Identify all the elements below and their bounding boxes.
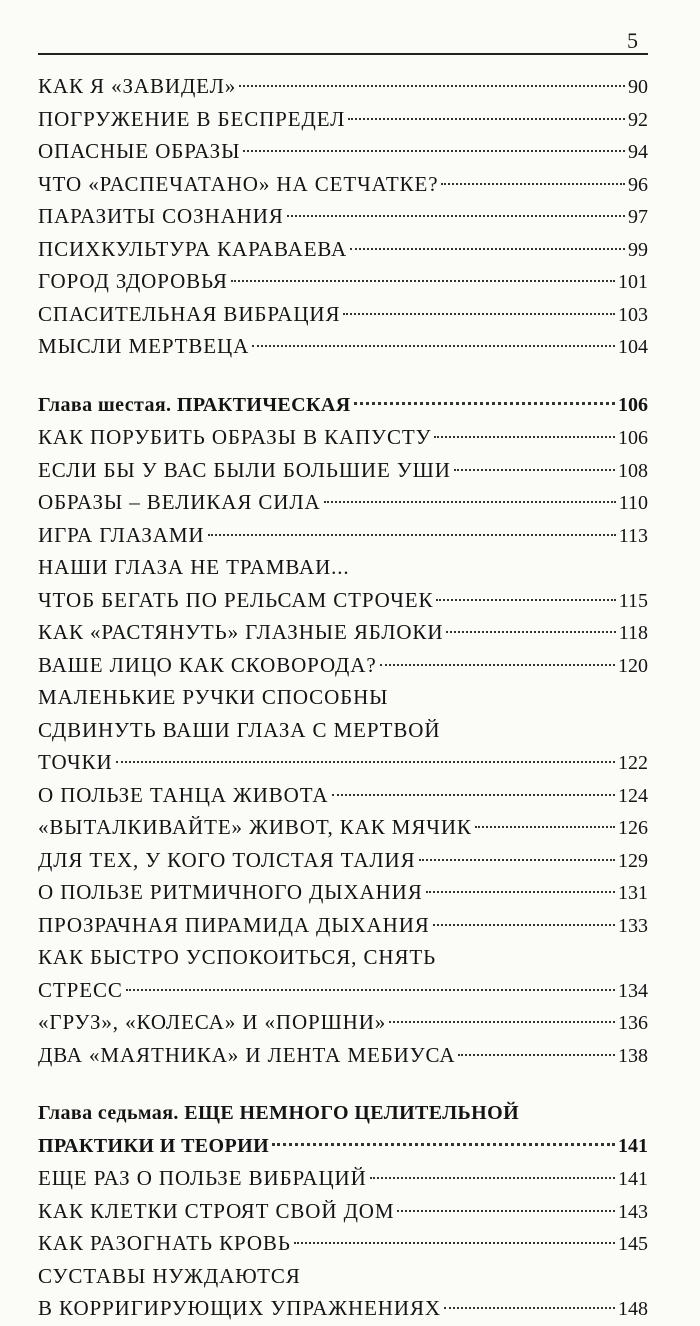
dot-leader <box>433 924 615 926</box>
dot-leader <box>116 761 615 763</box>
dot-leader <box>252 345 615 347</box>
dot-leader <box>354 402 615 405</box>
chapter-prefix: Глава шестая. <box>38 393 172 416</box>
page-ref: 134 <box>618 979 648 1002</box>
toc-entry[interactable]: КАК ПОРУБИТЬ ОБРАЗЫ В КАПУСТУ 106 <box>38 421 648 454</box>
toc-entry[interactable]: ЧТОБ БЕГАТЬ ПО РЕЛЬСАМ СТРОЧЕК 115 <box>38 584 648 617</box>
toc-entry[interactable]: ВАШЕ ЛИЦО КАК СКОВОРОДА? 120 <box>38 649 648 682</box>
page-ref: 90 <box>628 76 648 98</box>
toc-entry[interactable]: ЧТО «РАСПЕЧАТАНО» НА СЕТЧАТКЕ? 96 <box>38 168 648 201</box>
dot-leader <box>446 631 615 633</box>
chapter-heading[interactable] <box>38 389 648 422</box>
toc-entry[interactable]: ДЛЯ ТЕХ, У КОГО ТОЛСТАЯ ТАЛИЯ 129 <box>38 844 648 877</box>
toc-entry[interactable]: ОПАСНЫЕ ОБРАЗЫ 94 <box>38 135 648 168</box>
dot-leader <box>208 534 616 536</box>
page-number: 5 <box>627 28 638 53</box>
page-ref: 99 <box>628 238 648 261</box>
toc-entry[interactable]: ПСИХКУЛЬТУРА КАРАВАЕВА 99 <box>38 233 648 266</box>
page-ref: 110 <box>618 492 648 514</box>
chapter-heading[interactable] <box>38 1130 648 1163</box>
header-rule <box>38 53 648 55</box>
dot-leader <box>294 1242 615 1244</box>
table-of-contents <box>38 70 648 1325</box>
toc-group-previous <box>38 70 648 363</box>
toc-entry[interactable]: СПАСИТЕЛЬНАЯ ВИБРАЦИЯ 103 <box>38 298 648 331</box>
page-ref: 94 <box>628 141 648 163</box>
toc-entry[interactable]: ДВА «МАЯТНИКА» И ЛЕНТА МЕБИУСА 138 <box>38 1039 648 1072</box>
dot-leader <box>350 248 625 250</box>
dot-leader <box>239 85 625 87</box>
dot-leader <box>231 280 615 282</box>
page-ref: 120 <box>618 654 648 677</box>
dot-leader <box>397 1210 615 1212</box>
chapter-seven <box>38 1097 648 1325</box>
page-ref: 141 <box>618 1134 648 1157</box>
page-ref: 124 <box>618 784 648 807</box>
page-ref: 136 <box>618 1012 648 1034</box>
dot-leader <box>475 826 615 828</box>
page-ref: 148 <box>618 1298 648 1320</box>
toc-entry-line[interactable]: НАШИ ГЛАЗА НЕ ТРАМВАИ... <box>38 555 350 579</box>
chapter-title-continued: ПРАКТИКИ И ТЕОРИИ <box>38 1134 270 1157</box>
dot-leader <box>287 215 625 217</box>
page-ref: 103 <box>618 303 648 326</box>
page-ref: 101 <box>618 271 648 293</box>
dot-leader <box>370 1177 615 1179</box>
dot-leader <box>419 859 615 861</box>
dot-leader <box>243 150 625 152</box>
dot-leader <box>426 891 615 893</box>
dot-leader <box>436 599 615 601</box>
toc-entry[interactable]: СТРЕСС 134 <box>38 974 648 1007</box>
toc-entry[interactable]: КАК КЛЕТКИ СТРОЯТ СВОЙ ДОМ 143 <box>38 1195 648 1228</box>
toc-entry[interactable]: ГОРОД ЗДОРОВЬЯ 101 <box>38 265 648 298</box>
toc-entry[interactable]: «ВЫТАЛКИВАЙТЕ» ЖИВОТ, КАК МЯЧИК 126 <box>38 811 648 844</box>
dot-leader <box>458 1054 615 1056</box>
page-ref: 145 <box>618 1233 648 1255</box>
toc-entry[interactable]: «ГРУЗ», «КОЛЕСА» И «ПОРШНИ» 136 <box>38 1006 648 1039</box>
toc-entry[interactable]: ТОЧКИ 122 <box>38 746 648 779</box>
page-ref: 113 <box>618 524 648 547</box>
page-ref: 106 <box>618 393 648 416</box>
page-ref: 122 <box>618 752 648 774</box>
toc-entry[interactable]: ОБРАЗЫ – ВЕЛИКАЯ СИЛА 110 <box>38 486 648 519</box>
chapter-six <box>38 389 648 1072</box>
toc-entry[interactable]: КАК «РАСТЯНУТЬ» ГЛАЗНЫЕ ЯБЛОКИ 118 <box>38 616 648 649</box>
page-ref: 131 <box>618 882 648 904</box>
toc-entry[interactable]: ПРОЗРАЧНАЯ ПИРАМИДА ДЫХАНИЯ 133 <box>38 909 648 942</box>
page-ref: 97 <box>628 206 648 228</box>
page-ref: 104 <box>618 336 648 358</box>
page-ref: 115 <box>618 589 648 612</box>
dot-leader <box>348 118 625 120</box>
dot-leader <box>434 436 615 438</box>
dot-leader <box>343 313 615 315</box>
chapter-title: ЕЩЕ НЕМНОГО ЦЕЛИТЕЛЬНОЙ <box>184 1102 520 1124</box>
toc-entry[interactable]: МЫСЛИ МЕРТВЕЦА 104 <box>38 330 648 363</box>
toc-entry-line[interactable]: СУСТАВЫ НУЖДАЮТСЯ <box>38 1263 301 1288</box>
spacer <box>38 363 648 389</box>
chapter-title: ПРАКТИЧЕСКАЯ <box>176 393 351 416</box>
page-ref: 108 <box>618 459 648 482</box>
page-ref: 126 <box>618 817 648 839</box>
toc-entry[interactable]: КАК РАЗОГНАТЬ КРОВЬ 145 <box>38 1227 648 1260</box>
dot-leader <box>380 664 615 666</box>
toc-entry[interactable]: ИГРА ГЛАЗАМИ 113 <box>38 519 648 552</box>
toc-entry-line[interactable]: КАК БЫСТРО УСПОКОИТЬСЯ, СНЯТЬ <box>38 945 437 969</box>
toc-entry-line[interactable]: МАЛЕНЬКИЕ РУЧКИ СПОСОБНЫ <box>38 685 389 709</box>
dot-leader <box>126 989 615 991</box>
page-ref: 106 <box>618 427 648 449</box>
toc-entry[interactable]: В КОРРИГИРУЮЩИХ УПРАЖНЕНИЯХ 148 <box>38 1292 648 1325</box>
page-ref: 92 <box>628 108 648 131</box>
dot-leader <box>332 794 616 796</box>
page-ref: 96 <box>628 173 648 196</box>
toc-entry[interactable]: ПАРАЗИТЫ СОЗНАНИЯ 97 <box>38 200 648 233</box>
dot-leader <box>444 1307 615 1309</box>
toc-entry[interactable]: О ПОЛЬЗЕ ТАНЦА ЖИВОТА 124 <box>38 779 648 812</box>
toc-entry[interactable]: О ПОЛЬЗЕ РИТМИЧНОГО ДЫХАНИЯ 131 <box>38 876 648 909</box>
page-ref: 138 <box>618 1044 648 1067</box>
toc-entry-line[interactable]: СДВИНУТЬ ВАШИ ГЛАЗА С МЕРТВОЙ <box>38 717 441 742</box>
toc-entry[interactable]: ЕСЛИ БЫ У ВАС БЫЛИ БОЛЬШИЕ УШИ 108 <box>38 454 648 487</box>
dot-leader <box>454 469 615 471</box>
dot-leader <box>389 1021 615 1023</box>
dot-leader <box>272 1143 615 1146</box>
chapter-prefix: Глава седьмая. <box>38 1102 179 1124</box>
dot-leader <box>324 501 616 503</box>
dot-leader <box>441 183 625 185</box>
toc-entry[interactable]: ПОГРУЖЕНИЕ В БЕСПРЕДЕЛ 92 <box>38 103 648 136</box>
page-ref: 143 <box>618 1200 648 1223</box>
chapter-heading-line[interactable] <box>38 1097 648 1130</box>
page-ref: 118 <box>618 622 648 644</box>
spacer <box>38 1071 648 1097</box>
page-ref: 141 <box>618 1168 648 1190</box>
toc-entry[interactable]: ЕЩЕ РАЗ О ПОЛЬЗЕ ВИБРАЦИЙ 141 <box>38 1162 648 1195</box>
page-ref: 133 <box>618 914 648 937</box>
page-ref: 129 <box>618 849 648 872</box>
toc-entry[interactable]: КАК Я «ЗАВИДЕЛ» 90 <box>38 70 648 103</box>
